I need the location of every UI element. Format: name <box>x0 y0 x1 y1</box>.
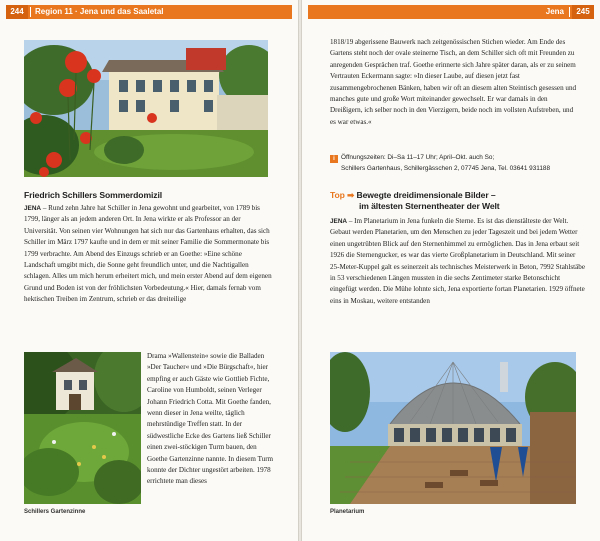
article-side-column <box>147 351 277 488</box>
info-box <box>330 152 592 174</box>
continued-paragraph: 1818/19 abgerissene Bauwerk nach zeitgenössischen Stichen wieder. Am Ende des Gartens steht noch der ovale steinerne Tisch, an dem Schiller sich oft mit Freunden zu anregenden Gesprächen traf. Goethe erinnerte sich Jahre später daran, als er zu seinem Vertrauten Eckermann sagte: »In dieser Laube, auf diesen jetzt fast zusammengebrochenen Bänken, haben wir oft an diesem alten Steintisch gesessen und manches gute und große Wort miteinander gewechselt. Er war damals in den Dreißigern, ich selber noch in den Vierzigern, beide noch im vollsten Aufstreben, und es war etwas.« <box>330 38 577 126</box>
header-divider <box>30 7 31 17</box>
location-lead: JENA <box>24 205 42 212</box>
right-page <box>302 0 600 541</box>
heading-line-1: Bewegte dreidimensionale Bilder – <box>356 190 496 200</box>
heading-line-2: im ältesten Sternentheater der Welt <box>359 201 500 211</box>
left-page-number: 244 <box>6 5 28 19</box>
body-paragraph: – Rund zehn Jahre hat Schiller in Jena gewohnt und gearbeitet, von 1789 bis 1799, länger als an jedem anderen Ort. In Jena wirkte er als Professor an der Universität. Von seinen vier Wohnungen hat sich nur das Gartenhaus erhalten, das sich Schiller im März 1797 kaufte und in dem er mit seiner Familie die Sommermonate bis 1799 verbrachte. Am Abend des Einzugs schrieb er an Goethe: »Eine schöne Landschaft umgibt mich, die Sonne geht freundlich unter, und die Nachtigallen schlagen. Alles um mich herum erheitert mich, und mein erster Abend auf dem eigenen Grund und Boden ist von der fröhlichsten Vorbedeutung.« Hier, damals fernab vom hektischen Treiben im Zentrum, schrieb er das dreiteilige <box>24 204 272 304</box>
article-heading-schiller: Friedrich Schillers Sommerdomizil <box>24 190 163 200</box>
header-divider <box>569 7 570 17</box>
article-heading-planetarium <box>330 190 592 212</box>
right-page-number: 245 <box>572 5 594 19</box>
place-title: Jena <box>545 7 564 16</box>
photo-schillers-gartenzinne <box>24 352 141 504</box>
left-page <box>0 0 298 541</box>
info-icon: i <box>330 155 338 163</box>
left-running-header <box>6 5 292 19</box>
side-paragraph: Drama »Wallenstein« sowie die Balladen »Der Taucher« und »Die Bürgschaft«, hier empfing er auch Gäste wie Gottlieb Fichte, Caroline von Humboldt, seinen Verleger Johann Friedrich Cotta. Mit Goethe fanden, wenn dieser in Jena weilte, täglich mehrstündige Treffen statt. In der südwestliche Ecke des Gartens ließ Schiller einen zwei-stöckigen Turm bauen, den Goethe Gartenzinne nannte. In diesem Turm konnte der Dichter ungestört arbeiten. 1978 errichtete man dieses <box>147 352 274 486</box>
address-line: Schillers Gartenhaus, Schillergässchen 2, 07745 Jena, Tel. 03641 931188 <box>341 165 551 172</box>
continued-text <box>330 37 580 128</box>
photo-planetarium <box>330 352 576 504</box>
right-running-header <box>308 5 594 19</box>
caption-gartenzinne: Schillers Gartenzinne <box>24 509 86 515</box>
location-lead: JENA <box>330 218 348 225</box>
caption-planetarium: Planetarium <box>330 509 365 515</box>
body-paragraph: – Im Planetarium in Jena funkeln die Sterne. Es ist das dienstälteste der Welt. Gebaut werden Planetarien, um den Menschen zu jeder Tageszeit und bei jedem Wetter einen ungetrübten Blick auf den Sternenhimmel zu ermöglichen. Das in Jena erbaut seit 1926 die Sternengucker, es war das vierte Großplanetarium in Deutschland. Mit seiner 25-Meter-Kuppel galt es seinerzeit als technisches Meisterwerk in Beton, 7992 Stahlstäbe in 53 verschiedenen Längen mussten in die sechs Zentimeter starke Betonschicht eingefügt werden. Die Mühe lohnte sich, Jena exportierte fortan Planetarien. 1929 öffnete eins in Moskau, weitere entstanden <box>330 217 585 305</box>
article-body-planetarium <box>330 216 585 307</box>
arrow-right-icon: ➡ <box>347 190 355 200</box>
top-label: Top <box>330 190 345 200</box>
region-title: Region 11 · Jena und das Saaletal <box>35 7 164 16</box>
article-body-schiller <box>24 203 274 306</box>
photo-schillers-gartenhaus <box>24 40 268 177</box>
opening-hours: Öffnungszeiten: Di–Sa 11–17 Uhr; April–Okt. auch So; <box>341 154 495 161</box>
